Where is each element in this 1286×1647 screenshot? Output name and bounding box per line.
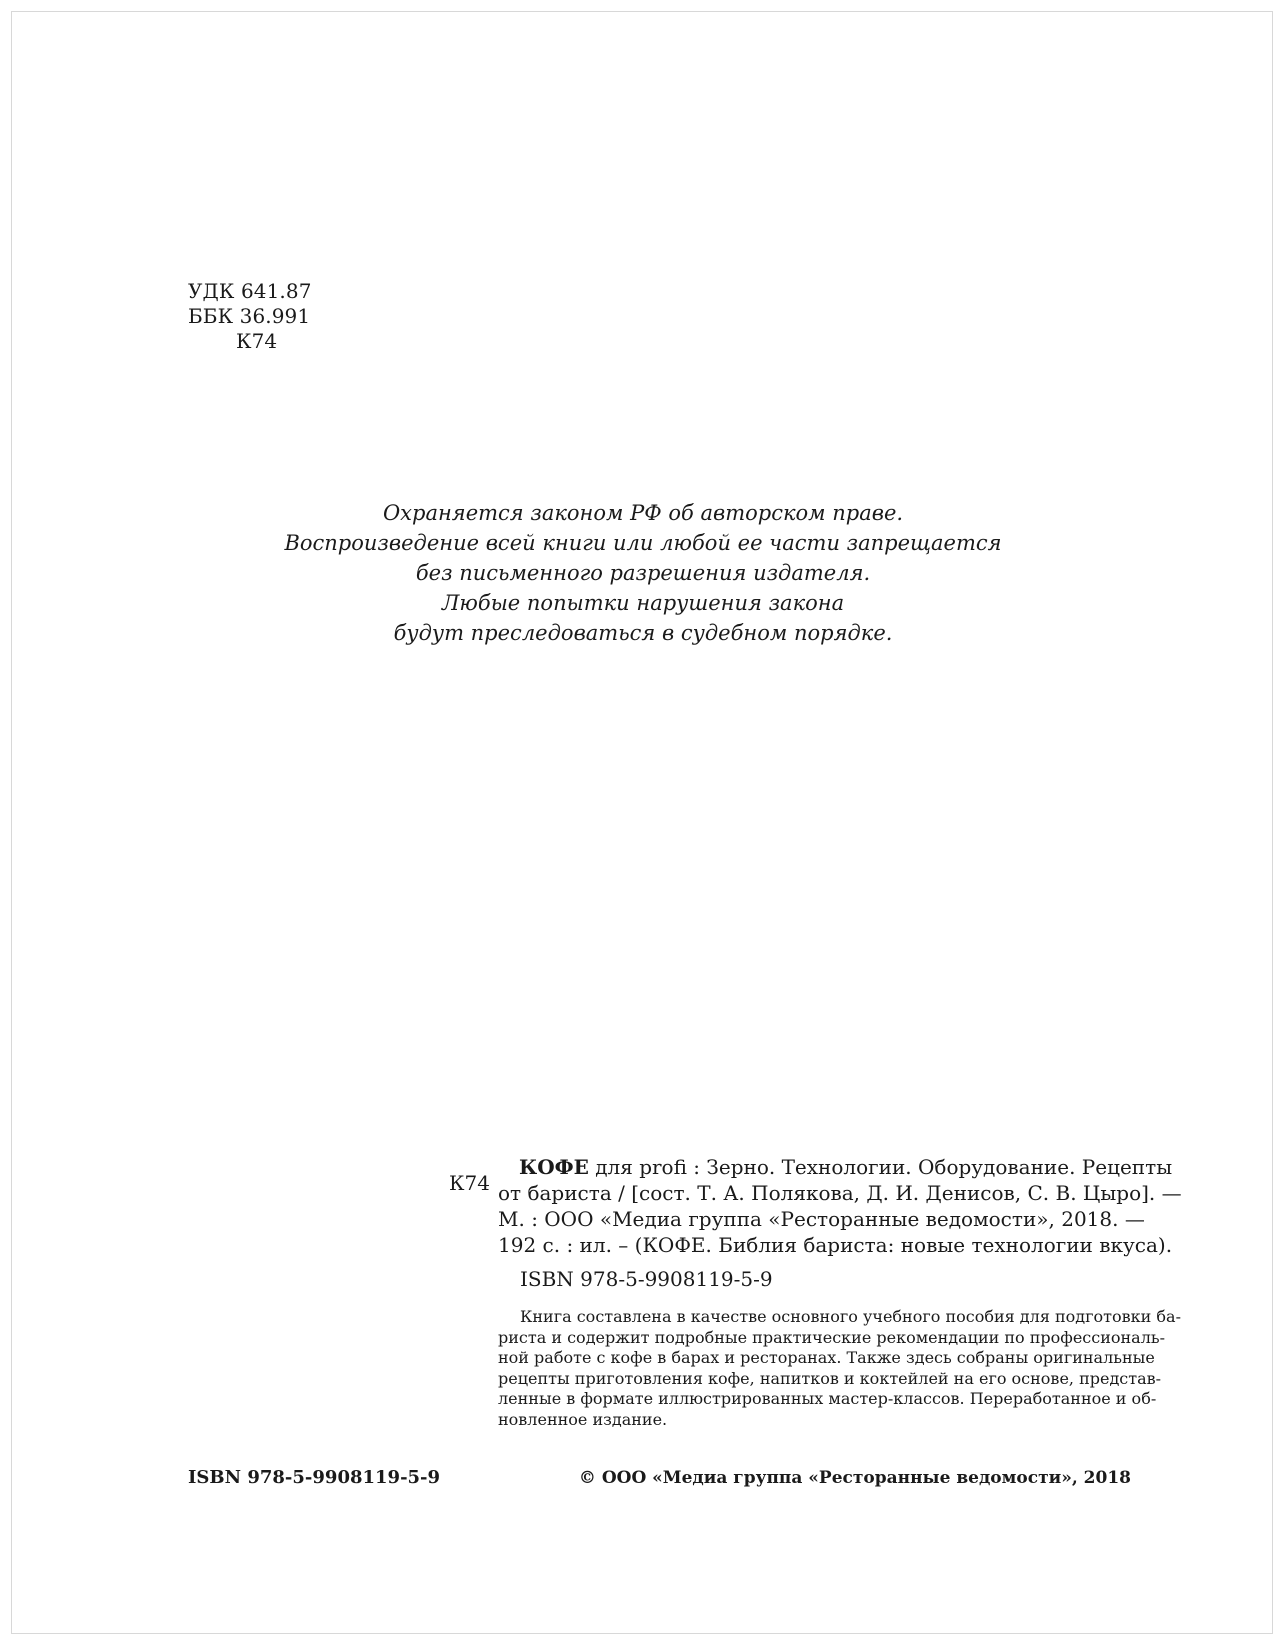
annotation-line: рецепты приготовления кофе, напитков и коктейлей на его основе, представ-: [498, 1368, 1162, 1388]
classification-block: [188, 279, 312, 354]
annotation-line: новленное издание.: [498, 1409, 668, 1429]
annotation: [498, 1307, 1181, 1430]
udk-code: УДК 641.87: [188, 279, 312, 303]
catalog-line: [498, 1154, 1173, 1180]
catalog-isbn: ISBN 978-5-9908119-5-9: [520, 1267, 773, 1291]
footer-copyright: © ООО «Медиа группа «Ресторанные ведомости», 2018: [578, 1468, 1131, 1488]
catalog-line: 192 с. : ил. – (КОФЕ. Библия бариста: новые технологии вкуса).: [498, 1233, 1173, 1257]
catalog-line: от бариста / [сост. Т. А. Полякова, Д. И. Денисов, С. В. Цыро]. —: [498, 1181, 1182, 1205]
book-title: КОФЕ: [519, 1155, 589, 1179]
annotation-line: ленные в формате иллюстрированных мастер-классов. Переработанное и об-: [498, 1389, 1157, 1408]
copyright-notice-line: будут преследоваться в судебном порядке.: [393, 621, 893, 645]
copyright-notice-line: Воспроизведение всей книги или любой ее части запрещается: [284, 531, 1002, 555]
copyright-notice-line: Охраняется законом РФ об авторском праве.: [382, 501, 904, 525]
copyright-notice-line: Любые попытки нарушения закона: [441, 591, 845, 615]
author-mark: К74: [236, 329, 278, 353]
copyright-notice: [0, 498, 1286, 648]
annotation-line: риста и содержит подробные практические рекомендации по профессиональ-: [498, 1327, 1165, 1347]
catalog-author-mark: К74: [449, 1171, 490, 1195]
annotation-line: ной работе с кофе в барах и ресторанах. Также здесь собраны оригинальные: [498, 1348, 1155, 1367]
catalog-line-rest: для profi : Зерно. Технологии. Оборудование. Рецепты: [588, 1155, 1173, 1179]
catalog-line: М. : ООО «Медиа группа «Ресторанные ведомости», 2018. —: [498, 1207, 1145, 1231]
footer-isbn: ISBN 978-5-9908119-5-9: [188, 1467, 441, 1488]
annotation-line: Книга составлена в качестве основного учебного пособия для подготовки ба-: [520, 1307, 1181, 1326]
catalog-entry: [498, 1154, 1182, 1258]
bbk-code: ББК 36.991: [188, 304, 311, 328]
copyright-notice-line: без письменного разрешения издателя.: [415, 561, 871, 585]
